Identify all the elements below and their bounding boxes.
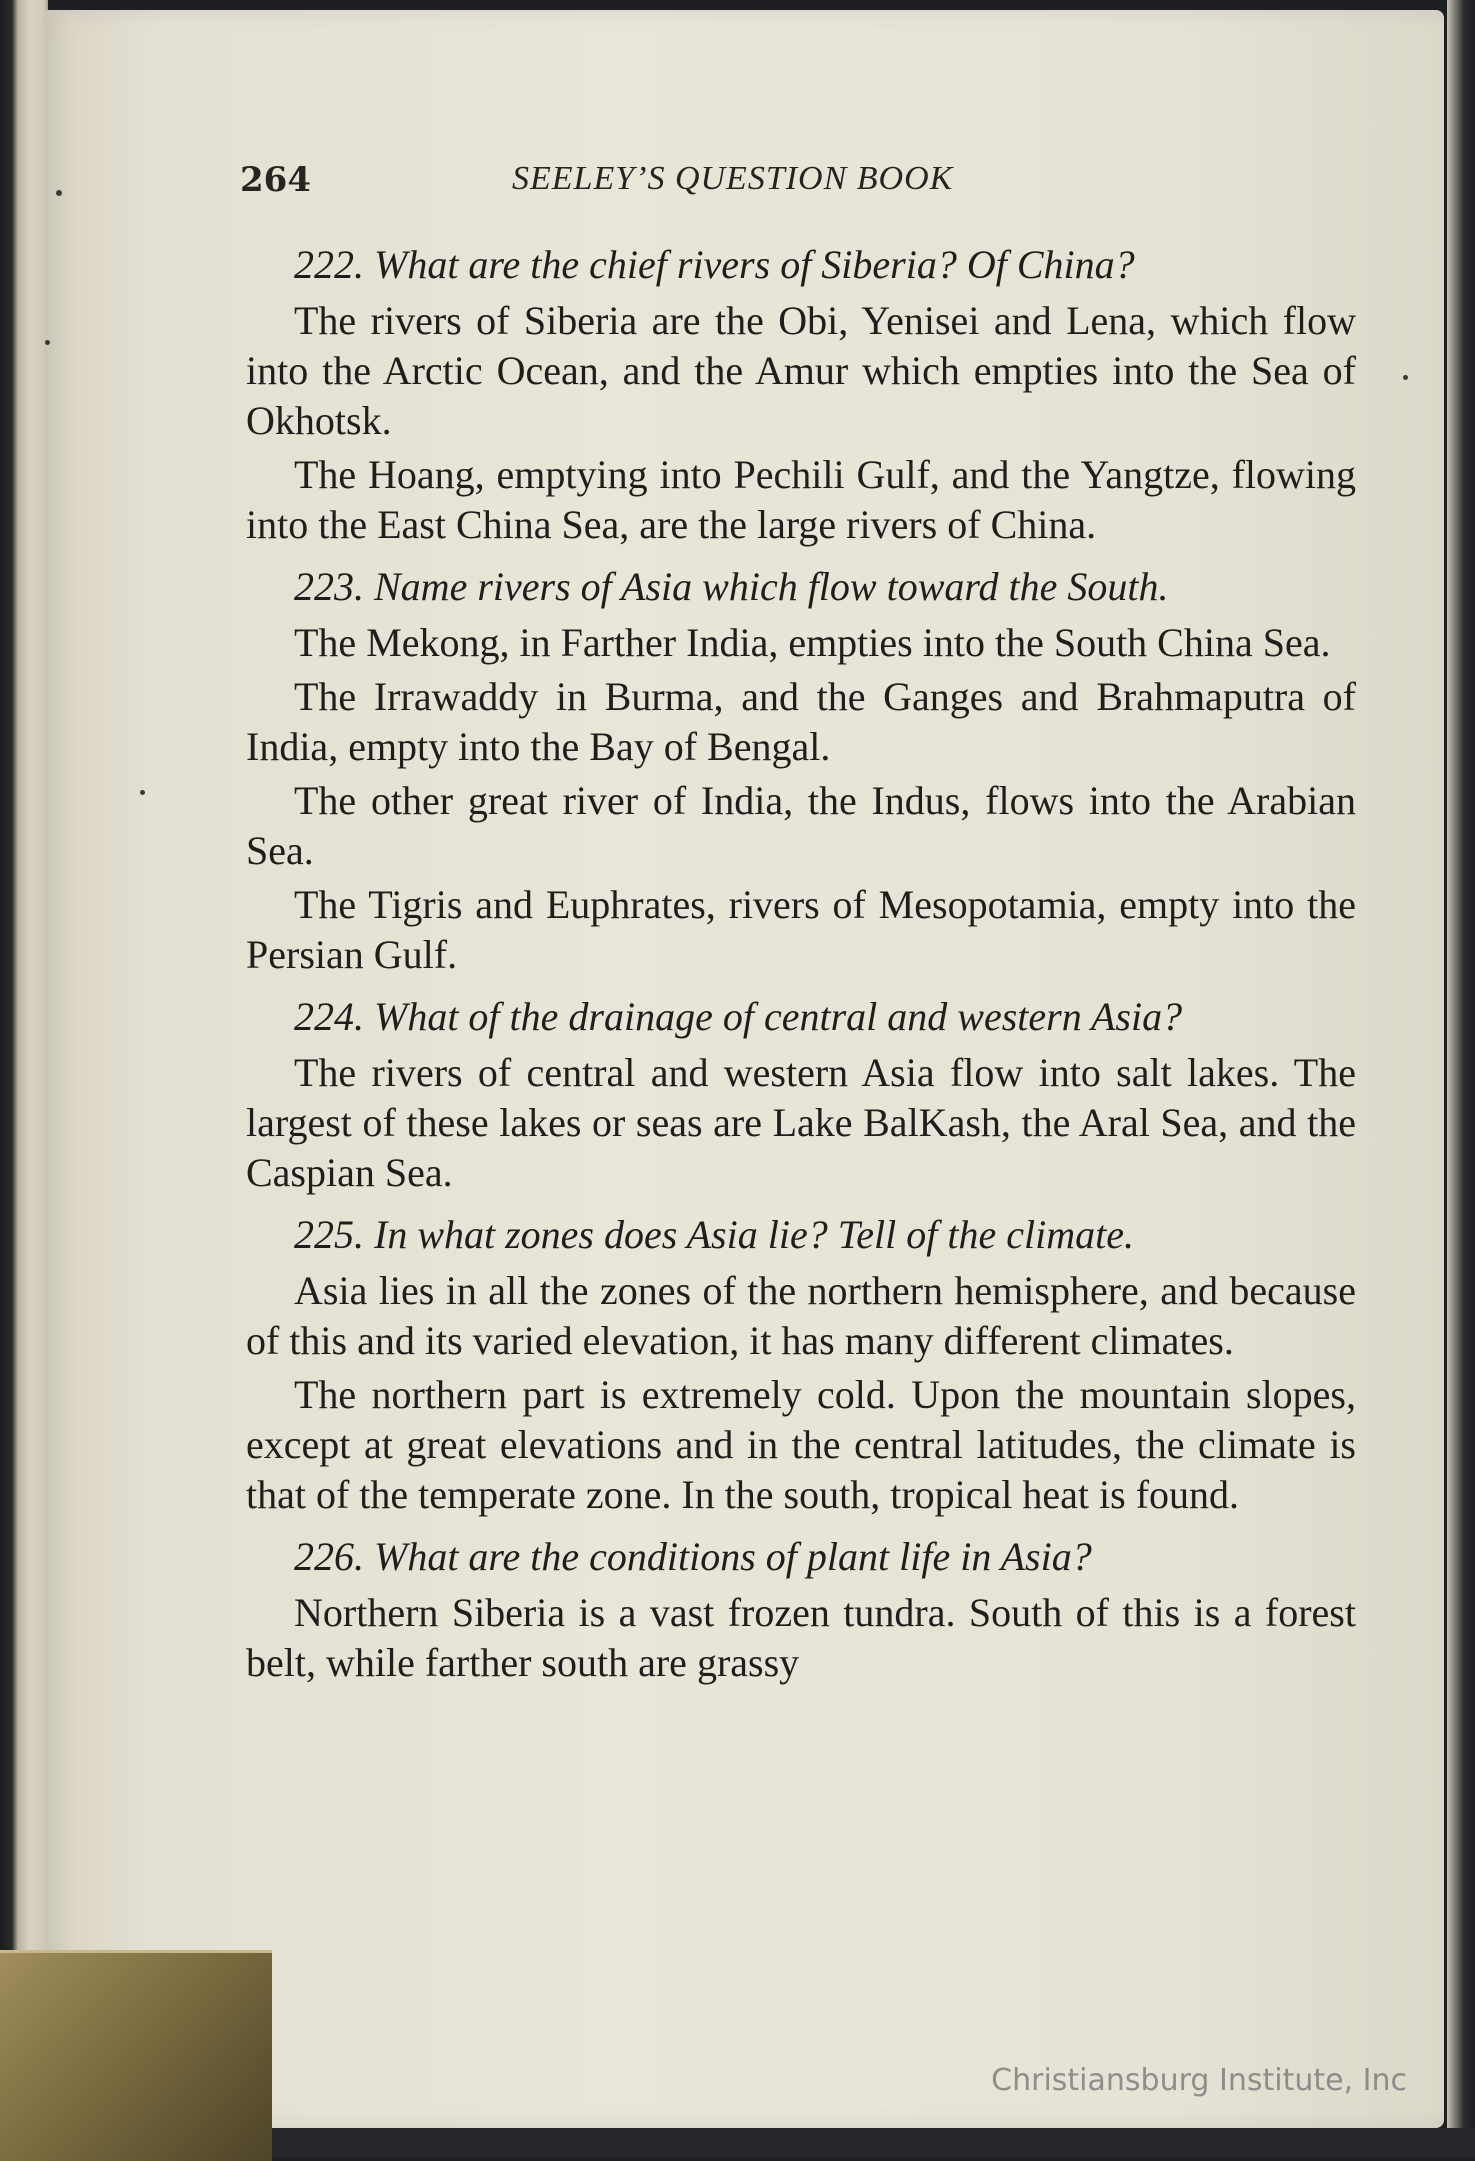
answer-paragraph: The Irrawaddy in Burma, and the Ganges and Brahmaputra of India, empty into the Bay of Bengal. bbox=[246, 674, 1356, 769]
answer-paragraph: The rivers of central and western Asia flow into salt lakes. The largest of these lakes or seas are Lake BalKash, the Aral Sea, and the Caspian Sea. bbox=[246, 1050, 1356, 1195]
question: 225. In what zones does Asia lie? Tell of the climate. bbox=[294, 1212, 1134, 1257]
qa-block-223 bbox=[246, 562, 1356, 980]
answer-paragraph: The Hoang, emptying into Pechili Gulf, and the Yangtze, flowing into the East China Sea, are the large rivers of China. bbox=[246, 452, 1356, 547]
answer-paragraph: The Tigris and Euphrates, rivers of Mesopotamia, empty into the Persian Gulf. bbox=[246, 882, 1356, 977]
ink-speck bbox=[45, 340, 50, 345]
page-bottom-shadow bbox=[272, 2128, 1475, 2158]
question: 226. What are the conditions of plant life in Asia? bbox=[294, 1534, 1092, 1579]
ink-speck bbox=[56, 190, 62, 196]
question: 223. Name rivers of Asia which flow toward the South. bbox=[294, 564, 1169, 609]
ink-speck bbox=[1403, 375, 1408, 380]
ink-speck bbox=[140, 790, 145, 795]
book-title: SEELEY’S QUESTION BOOK bbox=[512, 160, 954, 197]
book-cover-corner bbox=[0, 1950, 272, 2161]
watermark: Christiansburg Institute, Inc bbox=[991, 2063, 1407, 2098]
answer-paragraph: Northern Siberia is a vast frozen tundra. South of this is a forest belt, while farther south are grassy bbox=[246, 1590, 1356, 1685]
qa-block-224 bbox=[246, 992, 1356, 1198]
answer-paragraph: The rivers of Siberia are the Obi, Yenisei and Lena, which flow into the Arctic Ocean, and the Amur which empties into the Sea of Okhotsk. bbox=[246, 298, 1356, 443]
question: 222. What are the chief rivers of Siberia? Of China? bbox=[294, 242, 1135, 287]
running-head bbox=[240, 160, 1080, 206]
page-number: 264 bbox=[240, 160, 311, 200]
page-right-edge bbox=[1447, 0, 1475, 2158]
answer-paragraph: The northern part is extremely cold. Upon the mountain slopes, except at great elevations and in the central latitudes, the climate is that of the temperate zone. In the south, tropical heat is found. bbox=[246, 1372, 1356, 1517]
page-content bbox=[246, 240, 1356, 1700]
answer-paragraph: The Mekong, in Farther India, empties into the South China Sea. bbox=[294, 620, 1331, 665]
answer-paragraph: The other great river of India, the Indus, flows into the Arabian Sea. bbox=[246, 778, 1356, 873]
qa-block-226 bbox=[246, 1532, 1356, 1688]
question: 224. What of the drainage of central and western Asia? bbox=[294, 994, 1183, 1039]
answer-paragraph: Asia lies in all the zones of the northern hemisphere, and because of this and its varied elevation, it has many different climates. bbox=[246, 1268, 1356, 1363]
book-gutter bbox=[0, 0, 48, 2158]
qa-block-222 bbox=[246, 240, 1356, 550]
qa-block-225 bbox=[246, 1210, 1356, 1520]
